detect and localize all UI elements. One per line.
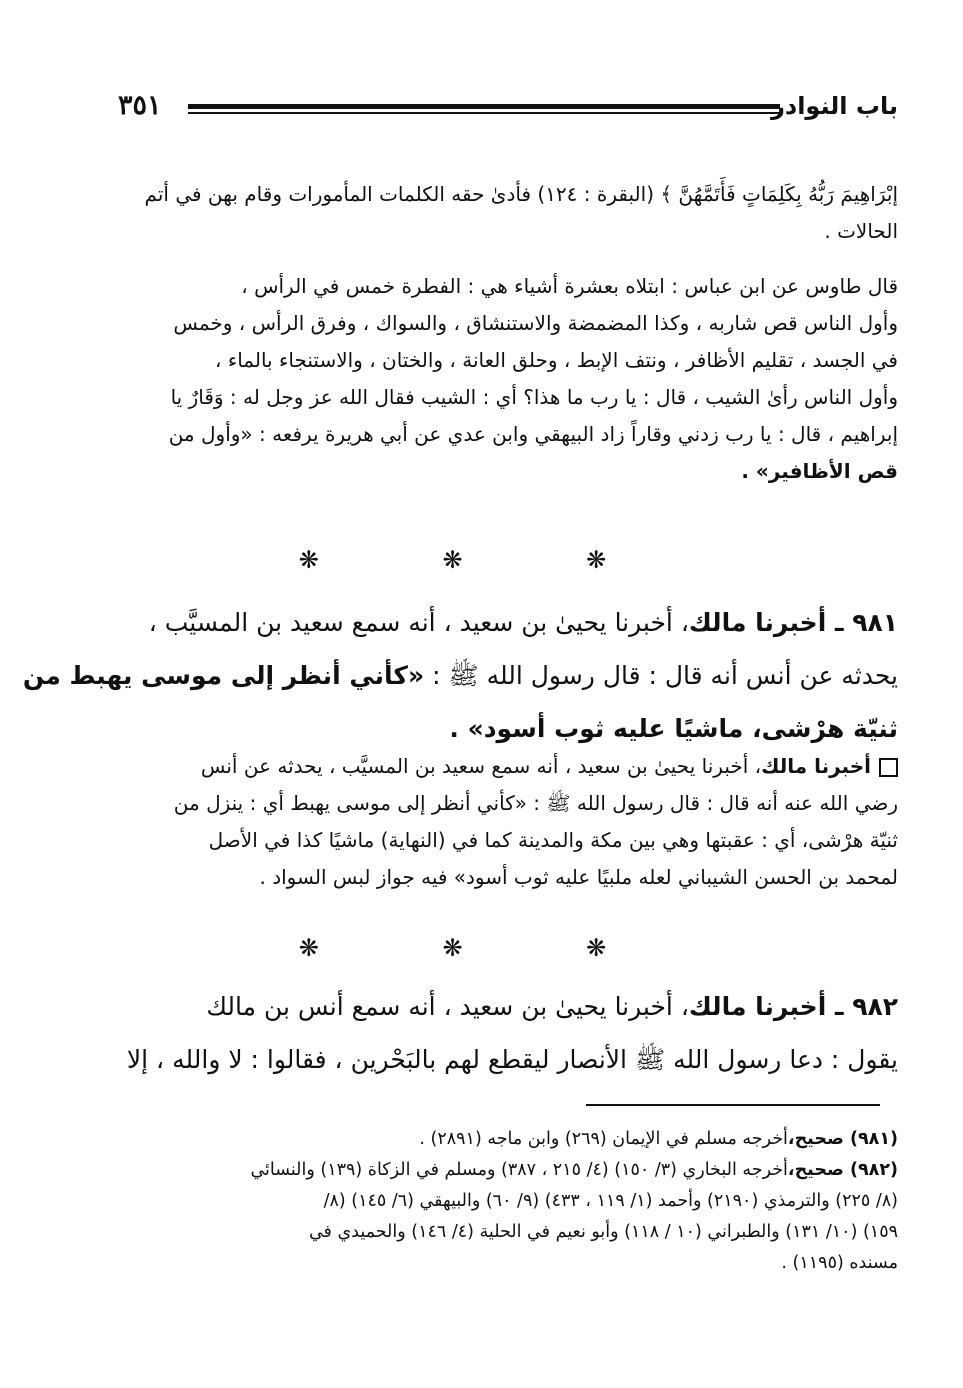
footnote-rule — [586, 1104, 880, 1106]
hadith-981-matn-end: ثنيّة هرْشى، ماشيًا عليه ثوب أسود» . — [449, 714, 898, 743]
section-separator: ❋ ❋ ❋ — [298, 934, 665, 962]
intro-paragraph — [124, 176, 898, 250]
tawus-line: قال طاوس عن ابن عباس : ابتلاه بعشرة أشياء هي : الفطرة خمس في الرأس ، — [241, 274, 898, 298]
hadith-981 — [22, 596, 898, 755]
hadith-982-line: يقول : دعا رسول الله ﷺ الأنصار ليقطع لهم بالبَحْرين ، فقالوا : لا والله ، إلا — [126, 1045, 898, 1074]
tawus-line: وأول الناس قص شاربه ، وكذا المضمضة والاستنشاق ، والسواك ، وفرق الرأس ، وخمس — [173, 311, 898, 335]
footnote-982-label: (٩٨٢) صحيح، — [787, 1160, 898, 1180]
footnote-982-line: مسنده (١١٩٥) . — [781, 1253, 898, 1273]
footnote-982-line: ١٥٩) (١٠/ ١٣١) والطبراني (١٠ / ١١٨) وأبو نعيم في الحلية (٤/ ١٤٦) والحميدي في — [308, 1222, 898, 1242]
commentary-line: رضي الله عنه أنه قال : قال رسول الله ﷺ : «كأني أنظر إلى موسى يهبط أي : ينزل من — [173, 791, 898, 815]
commentary-line: ثنيّة هرْشى، أي : عقبتها وهي بين مكة والمدينة كما في (النهاية) ماشيًا كذا في الأصل — [208, 828, 898, 852]
footnotes — [124, 1124, 898, 1279]
page-number: ٣٥١ — [118, 90, 162, 121]
hadith-981-chain: ، أخبرنا يحيىٰ بن سعيد ، أنه سمع سعيد بن المسيَّب ، — [148, 608, 689, 637]
intro-line: إبْرَاهِيمَ رَبُّهُ بِكَلِمَاتٍ فَأَتَمَّهُنَّ ﴾ (البقرة : ١٢٤) فأدىٰ حقه الكلمات المأمورات وقام بهن في أتم — [144, 182, 898, 206]
footnote-982-line: (٨/ ٢٢٥) والترمذي (٢١٩٠) وأحمد (١/ ١١٩ ، ٤٣٣) (٩/ ٦٠) والبيهقي (٦/ ١٤٥) (٨/ — [323, 1191, 898, 1211]
commentary-narrator: أخبرنا مالك — [761, 754, 871, 778]
intro-line: الحالات . — [824, 219, 898, 243]
commentary-981 — [124, 748, 898, 896]
tawus-paragraph — [124, 268, 898, 490]
square-marker-icon — [879, 758, 898, 777]
hadith-981-line — [124, 596, 898, 649]
header-rule — [188, 104, 780, 114]
commentary-line: لمحمد بن الحسن الشيباني لعله ملبيًا عليه ثوب أسود» فيه جواز لبس السواد . — [259, 865, 898, 889]
section-separator: ❋ ❋ ❋ — [298, 546, 665, 574]
tawus-line-bold: قص الأظافير» . — [741, 459, 898, 483]
tawus-line: وأول الناس رأىٰ الشيب ، قال : يا رب ما هذا؟ أي : الشيب فقال الله عز وجل له : وَقَارٌ يا — [170, 385, 898, 409]
hadith-981-matn: «كأني أنظر إلى موسى يهبط من — [22, 661, 425, 690]
hadith-982-chain: ، أخبرنا يحيىٰ بن سعيد ، أنه سمع أنس بن مالك — [206, 992, 689, 1021]
hadith-982 — [124, 980, 898, 1086]
hadith-982-line — [124, 980, 898, 1033]
hadith-981-line — [22, 649, 898, 702]
hadith-981-number: ٩٨١ ـ أخبرنا مالك — [688, 608, 898, 637]
commentary-chain: ، أخبرنا يحيىٰ بن سعيد ، أنه سمع سعيد بن المسيَّب ، يحدثه عن أنس — [200, 754, 762, 778]
footnote-981 — [124, 1124, 898, 1155]
footnote-981-label: (٩٨١) صحيح، — [787, 1129, 898, 1149]
footnote-981-text: أخرجه مسلم في الإيمان (٢٦٩) وابن ماجه (٢٨٩١) . — [419, 1129, 788, 1149]
footnote-982-text: أخرجه البخاري (٣/ ١٥٠) (٤/ ٢١٥ ، ٣٨٧) ومسلم في الزكاة (١٣٩) والنسائي — [250, 1160, 788, 1180]
footnote-982 — [124, 1155, 898, 1186]
running-head: باب النوادر — [771, 92, 898, 120]
commentary-line — [124, 748, 898, 785]
tawus-line: إبراهيم ، قال : يا رب زدني وقاراً زاد البيهقي وابن عدي عن أبي هريرة يرفعه : «وأول من — [168, 422, 898, 446]
tawus-line: في الجسد ، تقليم الأظافر ، ونتف الإبط ، وحلق العانة ، والختان ، والاستنجاء بالماء ، — [215, 348, 898, 372]
hadith-981-plain: يحدثه عن أنس أنه قال : قال رسول الله ﷺ : — [432, 661, 898, 690]
hadith-982-number: ٩٨٢ ـ أخبرنا مالك — [688, 992, 898, 1021]
page-header — [118, 88, 898, 128]
